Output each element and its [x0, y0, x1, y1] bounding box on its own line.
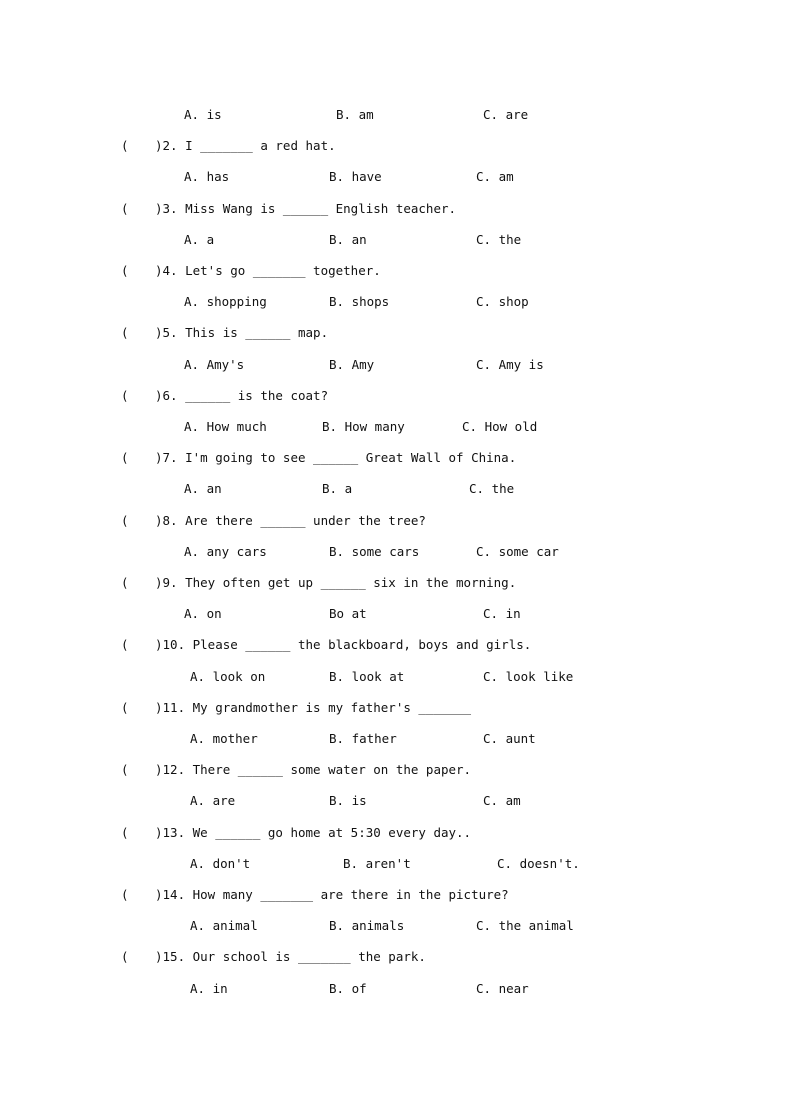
question-row: [0, 760, 790, 780]
question-row: [0, 885, 790, 905]
answer-option: C. near: [476, 980, 529, 996]
answer-option: A. shopping: [184, 294, 267, 310]
answer-option: C. doesn't.: [497, 855, 580, 871]
answer-option: C. How old: [462, 419, 538, 434]
answer-bracket: (: [121, 575, 129, 590]
answer-option: B. shops: [329, 294, 390, 310]
answer-option: Bo at: [329, 606, 367, 622]
answer-option: C. the animal: [476, 918, 574, 934]
question-text: )8. Are there ______ under the tree?: [155, 512, 426, 528]
answer-option: A. an: [184, 481, 222, 497]
answer-option: B. is: [329, 793, 367, 809]
answer-option: A. on: [184, 606, 222, 622]
answer-option: C. shop: [476, 294, 529, 310]
answer-option: C. the: [476, 231, 522, 247]
answer-option: A. is: [184, 107, 222, 122]
answer-bracket: (: [121, 762, 129, 778]
options-row: [0, 916, 790, 936]
answer-option: C. are: [483, 107, 529, 122]
answer-bracket: (: [121, 887, 129, 902]
answer-option: A. any cars: [184, 543, 267, 559]
answer-option: A. has: [184, 169, 230, 185]
options-row: [0, 542, 790, 562]
question-text: )15. Our school is _______ the park.: [155, 949, 426, 965]
answer-option: B. an: [329, 231, 367, 247]
answer-option: C. am: [483, 793, 521, 809]
options-row: [0, 854, 790, 874]
answer-option: C. Amy is: [476, 356, 544, 372]
answer-bracket: (: [121, 450, 129, 466]
options-row: [0, 167, 790, 187]
answer-option: C. some car: [476, 543, 559, 559]
answer-option: B. of: [329, 980, 367, 996]
question-text: )9. They often get up ______ six in the morning.: [155, 575, 517, 590]
question-row: [0, 323, 790, 343]
answer-option: B. some cars: [329, 543, 420, 559]
question-text: )13. We ______ go home at 5:30 every day..: [155, 824, 472, 840]
options-row: [0, 979, 790, 999]
question-text: )14. How many _______ are there in the picture?: [155, 887, 509, 902]
question-text: )5. This is ______ map.: [155, 325, 329, 341]
answer-bracket: (: [121, 200, 129, 216]
answer-bracket: (: [121, 637, 129, 653]
question-row: [0, 947, 790, 967]
answer-option: A. in: [190, 980, 228, 996]
answer-option: A. look on: [190, 668, 266, 684]
answer-option: A. mother: [190, 731, 258, 746]
options-row: [0, 417, 790, 437]
answer-option: A. don't: [190, 855, 251, 871]
question-text: )12. There ______ some water on the paper.: [155, 762, 472, 778]
answer-option: B. am: [336, 107, 374, 122]
question-text: )7. I'm going to see ______ Great Wall of China.: [155, 450, 517, 466]
question-text: )10. Please ______ the blackboard, boys and girls.: [155, 637, 532, 653]
options-row: [0, 292, 790, 312]
options-row: [0, 105, 790, 125]
answer-bracket: (: [121, 387, 129, 403]
answer-option: B. a: [322, 481, 353, 497]
options-row: [0, 667, 790, 687]
question-text: )11. My grandmother is my father's _______: [155, 699, 472, 715]
question-row: [0, 199, 790, 219]
answer-option: C. aunt: [483, 731, 536, 746]
options-row: [0, 479, 790, 499]
question-row: [0, 261, 790, 281]
question-text: )4. Let's go _______ together.: [155, 263, 381, 278]
answer-option: A. Amy's: [184, 356, 245, 372]
options-row: [0, 729, 790, 749]
answer-option: B. look at: [329, 668, 405, 684]
answer-bracket: (: [121, 949, 129, 965]
answer-bracket: (: [121, 512, 129, 528]
answer-option: C. look like: [483, 668, 574, 684]
question-row: [0, 635, 790, 655]
question-row: [0, 136, 790, 156]
answer-option: B. father: [329, 731, 397, 746]
answer-option: A. a: [184, 231, 215, 247]
question-row: [0, 573, 790, 593]
answer-option: A. How much: [184, 419, 267, 434]
options-row: [0, 355, 790, 375]
options-row: [0, 791, 790, 811]
answer-bracket: (: [121, 138, 129, 154]
answer-bracket: (: [121, 325, 129, 341]
answer-option: B. aren't: [343, 855, 411, 871]
answer-option: B. animals: [329, 918, 405, 934]
answer-bracket: (: [121, 824, 129, 840]
question-row: [0, 511, 790, 531]
options-row: [0, 604, 790, 624]
question-row: [0, 698, 790, 718]
answer-option: B. have: [329, 169, 382, 185]
answer-option: B. Amy: [329, 356, 375, 372]
question-row: [0, 386, 790, 406]
answer-bracket: (: [121, 263, 129, 278]
question-row: [0, 823, 790, 843]
answer-option: C. am: [476, 169, 514, 185]
options-row: [0, 230, 790, 250]
question-text: )6. ______ is the coat?: [155, 387, 329, 403]
answer-option: A. are: [190, 793, 236, 809]
answer-option: C. the: [469, 481, 515, 497]
answer-option: C. in: [483, 606, 521, 622]
question-text: )3. Miss Wang is ______ English teacher.: [155, 200, 457, 216]
question-text: )2. I _______ a red hat.: [155, 138, 336, 154]
answer-option: B. How many: [322, 419, 405, 434]
answer-option: A. animal: [190, 918, 258, 934]
answer-bracket: (: [121, 699, 129, 715]
question-row: [0, 448, 790, 468]
